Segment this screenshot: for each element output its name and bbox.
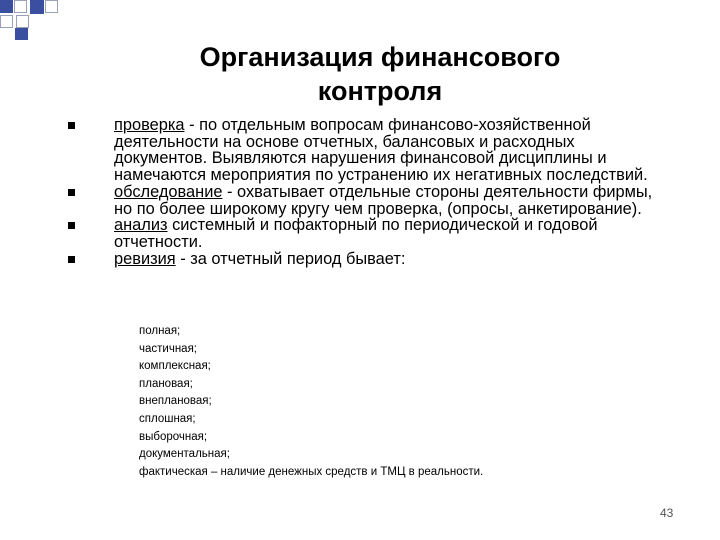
bullet-text (114, 184, 668, 217)
audit-type-item: частичная; (139, 342, 197, 355)
bullet-item-analiz (68, 217, 668, 250)
bullet-description: системный и пофакторный по периодической и годовой отчетности. (114, 216, 598, 251)
audit-type-item: внеплановая; (139, 395, 212, 408)
bullet-item-proverka (68, 117, 668, 184)
audit-type-item: полная; (139, 325, 181, 337)
audit-type-item: плановая; (139, 377, 193, 390)
audit-type-item: сплошная; (139, 412, 196, 425)
bullet-description: - за отчетный период бывает: (175, 249, 406, 268)
bullet-description: - охватывает отдельные стороны деятельности фирмы, но по более широкому кругу чем проверка, (опросы, анкетирование). (114, 182, 653, 218)
bullet-item-reviziya (68, 251, 668, 268)
bullet-description: - по отдельным вопросам финансово-хозяйственной деятельности на основе отчетных, балансовых и расходных документов. Выявляются нарушения финансовой дисциплины и намечаются мероприятия по устранению их негативных последствий. (114, 116, 648, 185)
deco-square-filled (0, 0, 13, 13)
bullet-term: ревизия (114, 249, 176, 268)
bullet-term: анализ (114, 216, 168, 235)
deco-square-outline (14, 0, 27, 13)
audit-type-item: фактическая – наличие денежных средств и ТМЦ в реальности. (139, 465, 484, 478)
bullet-list (68, 117, 668, 267)
audit-types-list (139, 323, 483, 481)
bullet-text (114, 117, 668, 184)
audit-type-item: выборочная; (139, 430, 208, 443)
bullet-square-icon (68, 122, 75, 129)
bullet-term: обследование (114, 182, 223, 201)
bullet-text (114, 251, 668, 268)
slide-title-line2: контроля (317, 76, 443, 106)
bullet-text (114, 217, 668, 250)
deco-square-outline (45, 0, 58, 13)
slide-title-line1: Организация финансового (199, 42, 561, 72)
deco-square-filled (30, 0, 44, 14)
page-number: 43 (660, 506, 674, 520)
audit-type-item: комплексная; (139, 360, 211, 373)
deco-square-outline (16, 15, 29, 28)
bullet-item-obsledovanie (68, 184, 668, 217)
bullet-square-icon (68, 256, 75, 263)
slide-title (130, 40, 630, 108)
deco-square-filled (15, 28, 28, 40)
bullet-square-icon (68, 189, 75, 196)
decorative-squares (0, 0, 60, 40)
audit-type-item: документальная; (139, 448, 230, 461)
deco-square-outline (0, 15, 13, 28)
bullet-term: проверка (114, 116, 185, 134)
bullet-square-icon (68, 222, 75, 229)
